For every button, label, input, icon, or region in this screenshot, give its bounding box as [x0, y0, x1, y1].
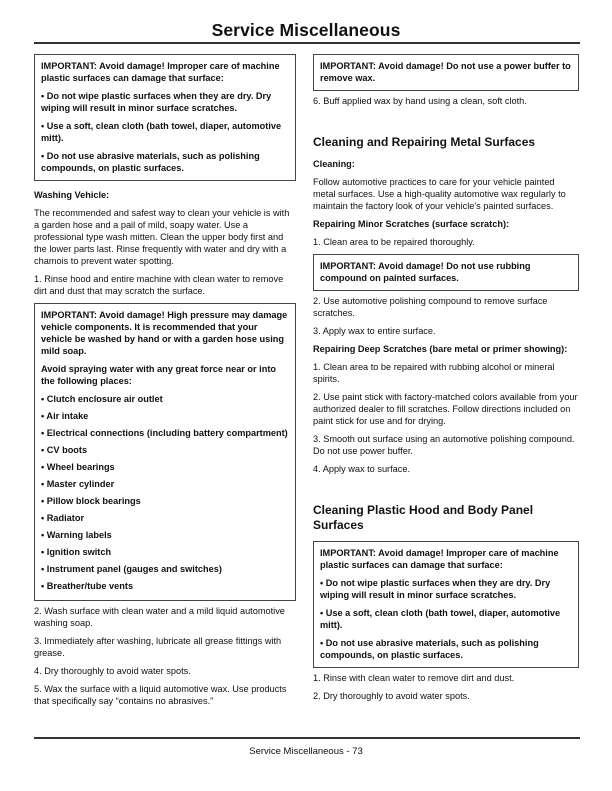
step-text: 1. Clean area to be repaired thoroughly. — [313, 237, 475, 247]
step-text: 4. Apply wax to surface. — [313, 464, 411, 474]
list-item: • Instrument panel (gauges and switches) — [41, 564, 222, 574]
warning-lead: IMPORTANT: Avoid damage! Do not use a power buffer to remove wax. — [320, 61, 571, 83]
list-item: • Wheel bearings — [41, 462, 115, 472]
page-footer: Service Miscellaneous - 73 — [249, 746, 363, 757]
power-buffer-warning-box — [313, 54, 579, 91]
step-text: 3. Immediately after washing, lubricate all grease fittings with grease. — [34, 636, 282, 658]
plastic-care-warning-box — [313, 541, 579, 668]
step-text: 5. Wax the surface with a liquid automotive wax. Use products that specifically say “contains no abrasives.” — [34, 684, 287, 706]
list-item: • Air intake — [41, 411, 89, 421]
header-rule — [34, 42, 580, 44]
list-item: • Ignition switch — [41, 547, 112, 557]
warning-lead: IMPORTANT: Avoid damage! Improper care of machine plastic surfaces can damage that surface: — [320, 548, 559, 570]
warning-bullet: • Use a soft, clean cloth (bath towel, diaper, automotive mitt). — [41, 121, 282, 143]
warning-lead: IMPORTANT: Avoid damage! High pressure may damage vehicle components. It is recommended that your vehicle be washed by hand or with a garden hose using mild soap. — [41, 310, 288, 356]
step-text: 2. Use automotive polishing compound to remove surface scratches. — [313, 296, 548, 318]
warning-bullet: • Do not use abrasive materials, such as polishing compounds, on plastic surfaces. — [320, 638, 539, 660]
step-text: 1. Clean area to be repaired with rubbing alcohol or mineral spirits. — [313, 362, 555, 384]
warning-bullet: • Do not wipe plastic surfaces when they are dry. Dry wiping will result in minor surface scratches. — [320, 578, 551, 600]
step-text: 6. Buff applied wax by hand using a clean, soft cloth. — [313, 96, 527, 106]
warning-bullet: • Use a soft, clean cloth (bath towel, diaper, automotive mitt). — [320, 608, 561, 630]
minor-scratches-heading: Repairing Minor Scratches (surface scratch): — [313, 219, 510, 229]
rubbing-compound-warning-box — [313, 254, 579, 291]
warning-bullet: • Do not wipe plastic surfaces when they are dry. Dry wiping will result in minor surface scratches. — [41, 91, 272, 113]
washing-body: The recommended and safest way to clean your vehicle is with a garden hose and a pail of mild, soapy water. Use a professional type wash mitten. Clean the upper body first and the lower parts last. Rinse frequently with water and dry with a chamois to prevent water spotting. — [34, 208, 290, 266]
cleaning-label: Cleaning: — [313, 159, 355, 169]
list-item: • Radiator — [41, 513, 85, 523]
list-item: • Master cylinder — [41, 479, 115, 489]
list-item: • Clutch enclosure air outlet — [41, 394, 163, 404]
warning-intro: Avoid spraying water with any great force near or into the following places: — [41, 364, 277, 386]
cleaning-body: Follow automotive practices to care for your vehicle painted metal surfaces. Use a high-quality automotive wax regularly to maintain the factory look of your vehicle's painted surfaces. — [313, 177, 566, 211]
warning-lead: IMPORTANT: Avoid damage! Improper care of machine plastic surfaces can damage that surface: — [41, 61, 280, 83]
page-title: Service Miscellaneous — [211, 20, 401, 40]
step-text: 1. Rinse with clean water to remove dirt and dust. — [313, 673, 515, 683]
washing-heading: Washing Vehicle: — [34, 190, 110, 200]
deep-scratches-heading: Repairing Deep Scratches (bare metal or primer showing): — [313, 344, 568, 354]
plastic-surfaces-heading: Cleaning Plastic Hood and Body Panel Surfaces — [313, 503, 534, 532]
step-text: 2. Dry thoroughly to avoid water spots. — [313, 691, 470, 701]
warning-bullet: • Do not use abrasive materials, such as polishing compounds, on plastic surfaces. — [41, 151, 260, 173]
list-item: • Pillow block bearings — [41, 496, 141, 506]
step-text: 2. Wash surface with clean water and a mild liquid automotive washing soap. — [34, 606, 285, 628]
warning-lead: IMPORTANT: Avoid damage! Do not use rubbing compound on painted surfaces. — [320, 261, 531, 283]
list-item: • CV boots — [41, 445, 88, 455]
metal-surfaces-heading: Cleaning and Repairing Metal Surfaces — [313, 135, 536, 149]
pressure-warning-box — [34, 303, 296, 601]
step-text: 3. Apply wax to entire surface. — [313, 326, 436, 336]
step-text: 4. Dry thoroughly to avoid water spots. — [34, 666, 191, 676]
plastic-care-warning-box — [34, 54, 296, 181]
step-text: 1. Rinse hood and entire machine with clean water to remove dirt and dust that may scratch the surface. — [34, 274, 284, 296]
left-column — [34, 54, 296, 713]
footer-rule — [34, 737, 580, 739]
list-item: • Electrical connections (including battery compartment) — [41, 428, 288, 438]
step-text: 2. Use paint stick with factory-matched colors available from your authorized dealer to fill scratches. Follow directions included on paint stick for use and for drying. — [313, 392, 578, 426]
list-item: • Warning labels — [41, 530, 112, 540]
step-text: 3. Smooth out surface using an automotive polishing compound. Do not use power buffer. — [313, 434, 575, 456]
avoid-places-list — [41, 393, 289, 592]
list-item: • Breather/tube vents — [41, 581, 134, 591]
right-column — [313, 54, 579, 708]
